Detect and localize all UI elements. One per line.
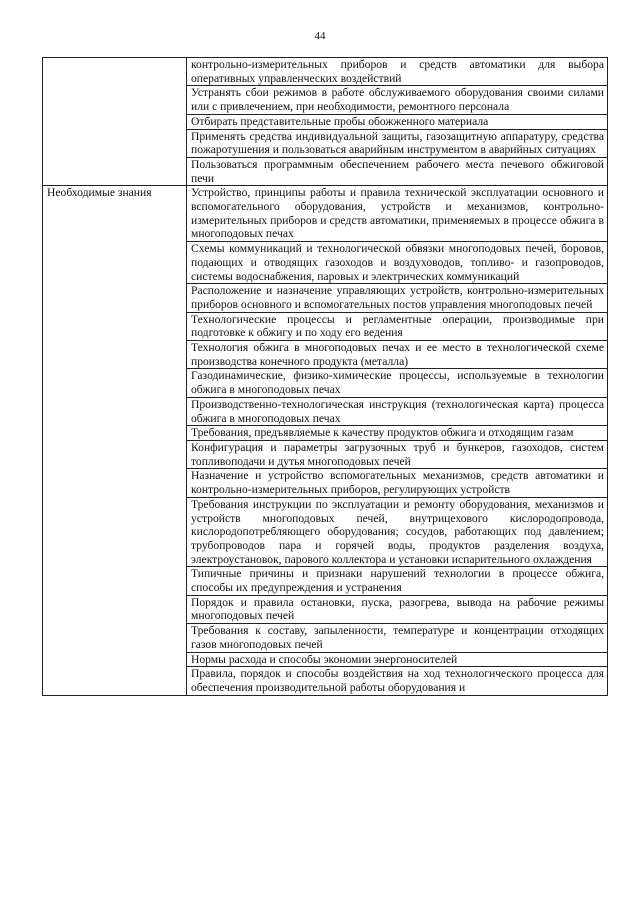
knowledge-item: Требования к составу, запыленности, температуре и концентрации отходящих газов многоподовых печей (187, 624, 608, 652)
skill-item: Отбирать представительные пробы обожженного материала (187, 114, 608, 129)
table-row (43, 186, 608, 242)
competency-table (42, 57, 608, 696)
knowledge-item: Назначение и устройство вспомогательных механизмов, средств автоматики и контрольно-измерительных приборов, регулирующих устройств (187, 469, 608, 497)
skill-item: Устранять сбои режимов в работе обслуживаемого оборудования своими силами или с привлечением, при необходимости, ремонтного персонала (187, 86, 608, 114)
table-row (43, 58, 608, 86)
skill-item: контрольно-измерительных приборов и средств автоматики для выбора оперативных управленческих воздействий (187, 58, 608, 86)
skill-item: Применять средства индивидуальной защиты, газозащитную аппаратуру, средства пожаротушения и пользоваться аварийным инструментом в аварийных ситуациях (187, 129, 608, 157)
skills-label-cell (43, 58, 187, 186)
knowledge-item: Правила, порядок и способы воздействия на ход технологического процесса для обеспечения производительной работы оборудования и (187, 667, 608, 695)
knowledge-item: Конфигурация и параметры загрузочных труб и бункеров, газоходов, систем топливоподачи и дутья многоподовых печей (187, 440, 608, 468)
knowledge-item: Производственно-технологическая инструкция (технологическая карта) процесса обжига в многоподовых печах (187, 397, 608, 425)
knowledge-item: Порядок и правила остановки, пуска, разогрева, вывода на рабочие режимы многоподовых печей (187, 595, 608, 623)
skill-item: Пользоваться программным обеспечением рабочего места печевого обжиговой печи (187, 157, 608, 185)
knowledge-item: Газодинамические, физико-химические процессы, используемые в технологии обжига в многоподовых печах (187, 369, 608, 397)
knowledge-item: Требования инструкции по эксплуатации и ремонту оборудования, механизмов и устройств многоподовых печей, внутрицехового кислородопровода, кислородопотребляющего оборудования; сосудов, работающих под давлением; трубопроводов пара и горячей воды, продуктов разделения воздуха, электроустановок, парового коллектора и установки испарительного охлаждения (187, 497, 608, 567)
knowledge-item: Схемы коммуникаций и технологической обвязки многоподовых печей, боровов, подающих и отводящих газоходов и воздуховодов, топливо- и газопроводов, системы водоснабжения, паровых и электрических коммуникаций (187, 242, 608, 284)
knowledge-item: Технология обжига в многоподовых печах и ее место в технологической схеме производства конечного продукта (металла) (187, 341, 608, 369)
knowledge-label: Необходимые знания (43, 186, 187, 695)
knowledge-item: Типичные причины и признаки нарушений технологии в процессе обжига, способы их предупреждения и устранения (187, 567, 608, 595)
knowledge-item: Нормы расхода и способы экономии энергоносителей (187, 652, 608, 667)
knowledge-item: Требования, предъявляемые к качеству продуктов обжига и отходящим газам (187, 426, 608, 441)
knowledge-item: Устройство, принципы работы и правила технической эксплуатации основного и вспомогательного оборудования, устройств и механизмов, контрольно-измерительных приборов и средств автоматики, применяемых в процессе обжига в многоподовых печах (187, 186, 608, 242)
knowledge-item: Расположение и назначение управляющих устройств, контрольно-измерительных приборов основного и вспомогательных постов управления многоподовых печей (187, 284, 608, 312)
page-number: 44 (314, 30, 326, 42)
knowledge-item: Технологические процессы и регламентные операции, производимые при подготовке к обжигу и по ходу его ведения (187, 312, 608, 340)
